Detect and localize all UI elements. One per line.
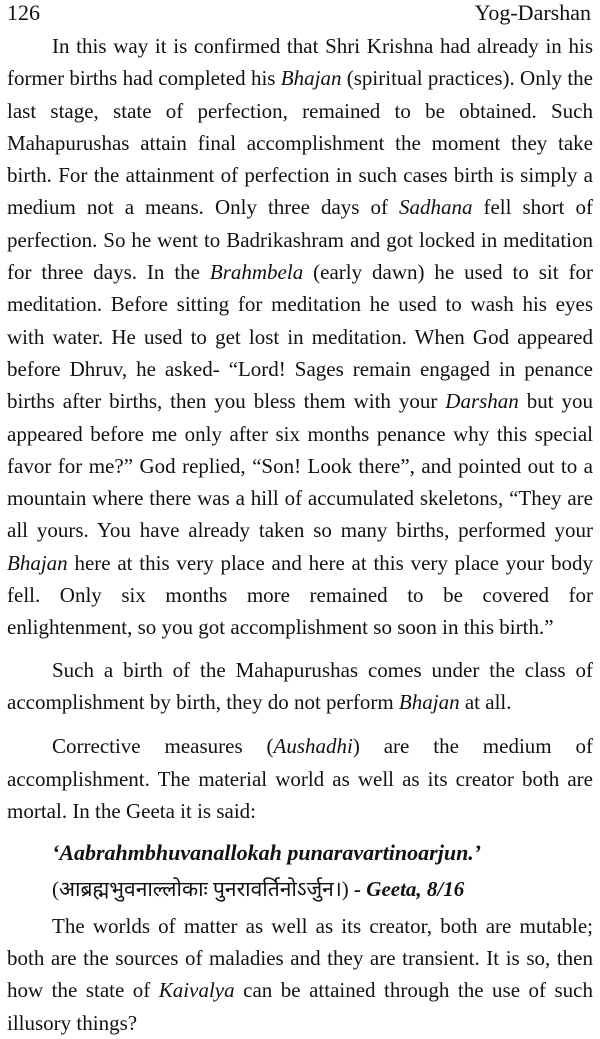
term-bhajan: Bhajan	[398, 689, 460, 714]
page-number: 126	[7, 0, 40, 25]
verse-devanagari	[7, 873, 593, 905]
sanskrit-text: (आब्रह्मभुवनाल्लोकाः पुनरावर्तिनोऽर्जुन।)	[52, 877, 349, 902]
term-kaivalya: Kaivalya	[158, 978, 235, 1003]
term-sadhana: Sadhana	[398, 195, 473, 220]
verse-citation: - Geeta, 8/16	[348, 877, 465, 902]
term-brahmbela: Brahmbela	[209, 260, 304, 285]
term-darshan: Darshan	[445, 389, 519, 414]
paragraph-kaivalya: The worlds of matter as well as its creator, both are mutable; both are the sources of maladies and they are transient. It is so, then how the state of Kaivalya can be attained through the use of such illusory things?	[7, 913, 594, 1035]
paragraph-birth-accomplishment: Such a birth of the Mahapurushas comes under the class of accomplishment by birth, they do not perform Bhajan at all.	[7, 657, 593, 714]
term-aushadhi: Aushadhi	[273, 734, 353, 759]
term-bhajan: Bhajan	[280, 66, 342, 91]
paragraph-corrective-measures: Corrective measures (Aushadhi) are the medium of accomplishment. The material world as well as its creator both are mortal. In the Geeta it is said:	[7, 734, 593, 823]
page-header	[7, 0, 593, 30]
verse-transliteration: ‘Aabrahmbhuvanallokah punaravartinoarjun.’	[52, 840, 482, 866]
term-bhajan: Bhajan	[7, 550, 68, 575]
running-title: Yog-Darshan	[474, 0, 591, 25]
paragraph-krishna-dhruv: In this way it is confirmed that Shri Krishna had already in his former births had completed his Bhajan (spiritual practices). Only the last stage, state of perfection, remained to be obtained. Such Mahapurushas attain final accomplishment the moment they take birth. For the attainment of perfection in such cases birth is simply a medium not a means. Only three days of Sadhana fell short of perfection. So he went to Badrikashram and got locked in meditation for three days. In the Brahmbela (early dawn) he used to sit for meditation. Before sitting for meditation he used to wash his eyes with water. He used to get lost in meditation. When God appeared before Dhruv, he asked- “Lord! Sages remain engaged in penance births after births, then you bless them with your Darshan but you appeared before me only after six months penance why this special favor for me?” God replied, “Son! Look there”, and pointed out to a mountain where there was a hill of accumulated skeletons, “They are all yours. You have already taken so many births, performed your Bhajan here at this very place and here at this very place your body fell. Only six months more remained to be covered for enlightenment, so you got accomplishment so soon in this birth.”	[7, 34, 594, 640]
